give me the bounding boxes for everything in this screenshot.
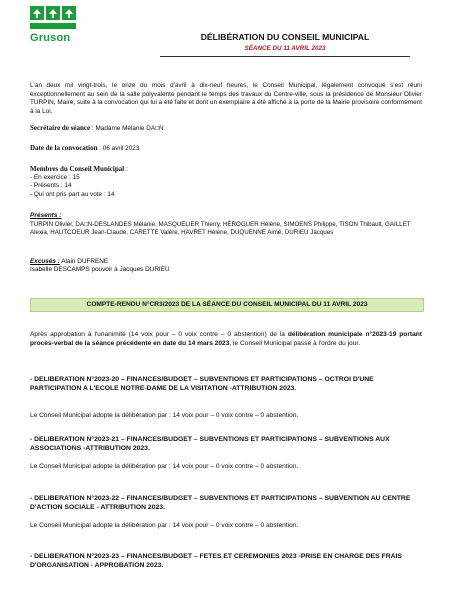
approval-paragraph	[30, 330, 422, 348]
convocation-value: : 06 avril 2023	[97, 145, 140, 152]
approval-text-1: Après approbation à l'unanimité (14 voix pour – 0 voix contre – 0 abstention) de la	[30, 331, 288, 338]
deliberation-title: - DELIBERATION N°2023-20 – FINANCES/BUDGET – SUBVENTIONS ET PARTICIPATIONS – OCTROI D'UNE PARTICIPATION A L'ECOLE NOTRE-DAME DE LA VISITATION -ATTRIBUTION 2023.	[30, 376, 374, 392]
gruson-logo	[30, 6, 76, 44]
members-in-office: - En exercice : 15	[30, 174, 80, 182]
arrow-up-icon	[62, 6, 76, 20]
secretary-line	[30, 124, 422, 134]
members-label-suffix: :	[124, 166, 128, 173]
title-block	[160, 32, 410, 57]
session-date: SÉANCE DU 11 AVRIL 2023	[244, 45, 326, 52]
deliberation-result: Le Conseil Municipal adopte la délibération par : 14 voix pour – 0 voix contre – 0 abstention.	[30, 522, 299, 529]
deliberation-title: - DELIBERATION N°2023-23 – FINANCES/BUDGET – FETES ET CEREMONIES 2023 -PRISE EN CHARGE DES FRAIS D'ORGANISATION - APPROBATION 2023.	[30, 553, 402, 569]
convocation-label: Date de la convocation	[30, 144, 98, 152]
deliberation-result: Le Conseil Municipal adopte la délibération par : 14 voix pour – 0 voix contre – 0 abstention.	[30, 463, 299, 470]
org-name: Gruson	[30, 32, 71, 44]
excuses-label: Excusés :	[30, 258, 60, 265]
deliberation-title: - DELIBERATION N°2023-21 – FINANCES/BUDGET – SUBVENTIONS ET PARTICIPATIONS – SUBVENTIONS AUX ASSOCIATIONS -ATTRIBUTION 2023.	[30, 436, 390, 452]
deliberation-title: - DELIBERATION N°2023-22 – FINANCES/BUDGET – SUBVENTIONS ET PARTICIPATIONS – SUBVENTION AU CENTRE D'ACTION SOCIALE - ATTRIBUTION 2023.	[30, 495, 411, 511]
arrow-up-icon	[46, 6, 60, 20]
members-label: Membres du Conseil Municipal	[30, 165, 125, 173]
page-title: DÉLIBÉRATION DU CONSEIL MUNICIPAL	[200, 32, 370, 42]
intro-paragraph: L'an deux mil vingt-trois, le onze du mois d'avril à dix-neuf heures, le Conseil Municipal, légalement convoqué s'est réuni exceptionnellement au sein de la salle polyvalente pendant le temps des travaux du Centre-ville, sous la présidence de Monsieur Olivier TURPIN, Maire, suite à la convocation qui lui a été faite et dont un exemplaire a été affiché à la porte de la Mairie provisoire conformément à la Loi.	[30, 82, 422, 115]
secretary-value: : Madame Mélanie DA□N	[90, 125, 164, 132]
arrow-up-icon	[30, 6, 44, 20]
title-divider	[160, 56, 410, 57]
members-block	[30, 165, 128, 199]
convocation-line	[30, 144, 422, 154]
members-present: - Présents : 14	[30, 182, 72, 190]
deliberation-result: Le Conseil Municipal adopte la délibération par : 14 voix pour – 0 voix contre – 0 abstention.	[30, 412, 299, 419]
logo-bar	[30, 23, 76, 29]
logo-squares	[30, 6, 76, 20]
secretary-label: Secrétaire de séance	[30, 124, 91, 132]
approval-reference: délibération municipale n°2023-19 portant procès-verbal de la séance précédente en date du 14 mars 2023	[30, 331, 422, 347]
approval-text-2: , le Conseil Municipal passe à l'ordre du jour.	[229, 340, 361, 347]
presents-label: Présents :	[30, 212, 62, 219]
report-banner: COMPTE-RENDU N°CR3/2023 DE LA SÉANCE DU CONSEIL MUNICIPAL DU 11 AVRIL 2023	[30, 298, 424, 312]
excuses-proxy: Isabelle DESCAMPS pouvoir à Jacques DURIEU	[30, 266, 170, 273]
excuses-line	[30, 258, 108, 265]
members-voting: - Qui ont pris part au vote : 14	[30, 190, 115, 198]
excuses-name: Alain DUFRENE	[59, 258, 109, 265]
presents-list: TURPIN Olivier, DA□N-DESLANDES Mélanie, MASQUELIER Thierry, HÉROGUER Hélène, SIMOENS Philippe, TISON Thibault, GAILLET Alexia, HAUTCOEUR Jean-Claude, CARETTE Valère, HAVRET Hélène, DUQUENNE Aimé, DURIEU Jacques	[30, 221, 411, 236]
